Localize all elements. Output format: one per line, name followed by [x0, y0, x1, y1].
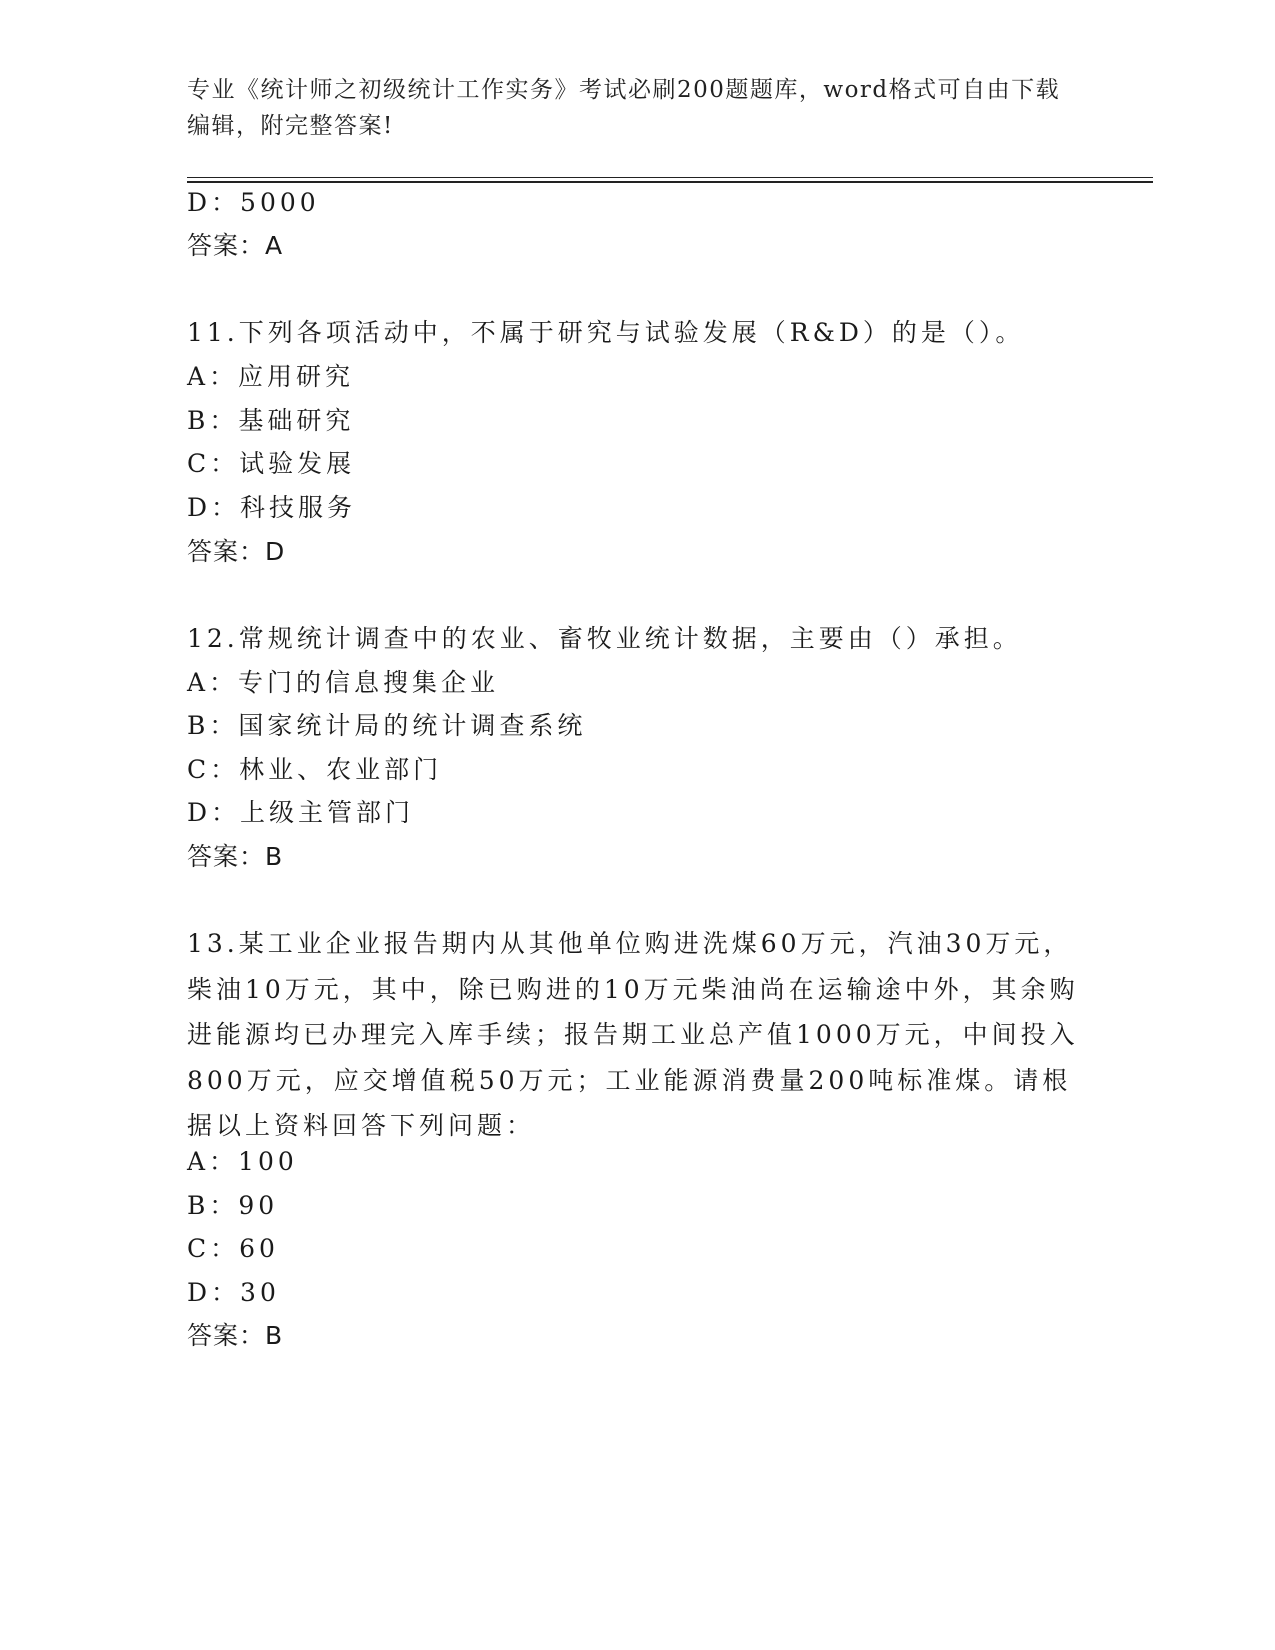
- header-intro-text: 专业《统计师之初级统计工作实务》考试必刷200题题库，word格式可自由下载编辑，附完整答案!: [187, 77, 1061, 139]
- prev-option-d: D：5000: [187, 188, 320, 217]
- document-header: [187, 72, 1067, 144]
- header-divider-thick: [187, 181, 1153, 183]
- question-13-answer: 答案：B: [187, 1321, 284, 1350]
- question-11-stem: 11.下列各项活动中，不属于研究与试验发展（R&D）的是（）。: [187, 318, 1025, 347]
- question-13-option-d: D：30: [187, 1278, 280, 1307]
- question-13-option-b: B：90: [187, 1191, 279, 1220]
- question-12-answer: 答案：B: [187, 842, 284, 871]
- header-divider-thin: [187, 177, 1153, 178]
- question-11-option-d: D：科技服务: [187, 493, 357, 522]
- prev-answer: 答案：A: [187, 231, 284, 260]
- question-11-option-b: B：基础研究: [187, 406, 355, 435]
- question-12-option-d: D：上级主管部门: [187, 798, 415, 827]
- question-13-stem: 13.某工业企业报告期内从其他单位购进洗煤60万元，汽油30万元，柴油10万元，其中，除已购进的10万元柴油尚在运输途中外，其余购进能源均已办理完入库手续；报告期工业总产值1000万元，中间投入800万元，应交增值税50万元；工业能源消费量200吨标准煤。请根据以上资料回答下列问题：: [187, 929, 1079, 1141]
- question-12-stem: 12.常规统计调查中的农业、畜牧业统计数据，主要由（）承担。: [187, 624, 1022, 653]
- question-13-option-a: A：100: [187, 1147, 298, 1176]
- question-12-option-a: A：专门的信息搜集企业: [187, 668, 500, 697]
- question-11-answer: 答案：D: [187, 537, 286, 566]
- question-11-option-a: A：应用研究: [187, 362, 355, 391]
- question-12-option-c: C：林业、农业部门: [187, 755, 443, 784]
- question-13-option-c: C：60: [187, 1234, 279, 1263]
- question-12-option-b: B：国家统计局的统计调查系统: [187, 711, 587, 740]
- question-11-option-c: C：试验发展: [187, 449, 356, 478]
